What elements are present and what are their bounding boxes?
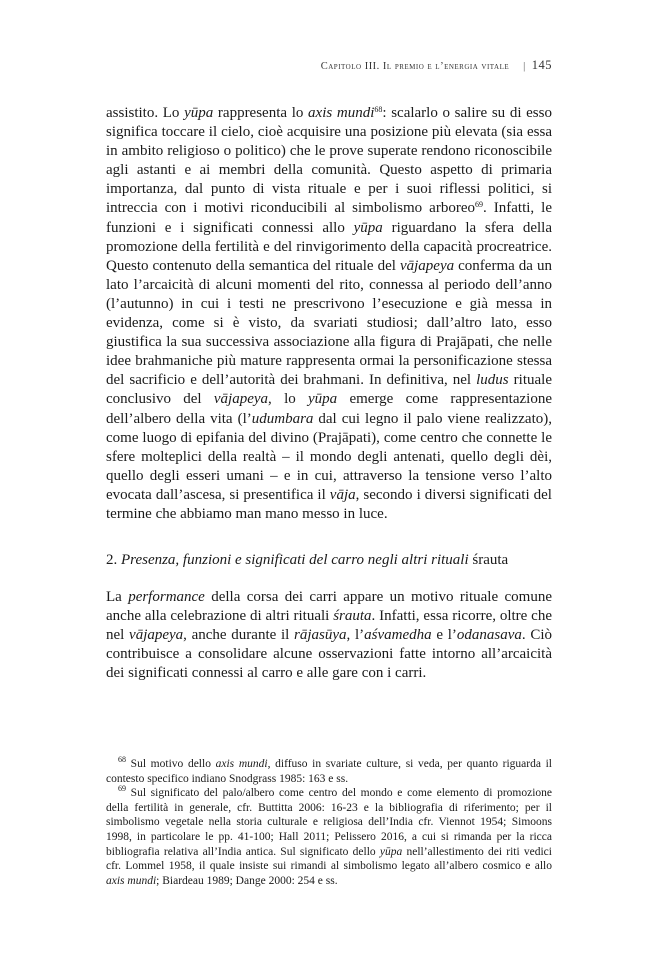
footnote-ref-69[interactable]: 69 — [475, 200, 483, 210]
body-paragraph — [106, 104, 552, 524]
section-heading: 2. Presenza, funzioni e significati del carro negli altri rituali śrauta — [106, 552, 509, 568]
footnote-marker: 69 — [118, 784, 126, 794]
footnotes — [106, 757, 552, 888]
header-separator: | — [523, 61, 526, 72]
page-number: 145 — [531, 58, 552, 72]
footnote-68: $^{68}$ Sul motivo dello axis mundi, diffuso in svariate culture, si veda, per quanto riguarda il contesto specifico indiano Snodgrass 1985: 163 e ss. — [106, 755, 553, 785]
paragraph-text: assistito. Lo yūpa rappresenta lo axis mundi$^{68}$: scalarlo o salire su di esso significa toccare il cielo, cioè acquisire una posizione più elevata (sia essa in ambito religioso o politico) che le prove superate rendono riconoscibile agli astanti e ai membri della comunità. Questo aspetto di primaria importanza, dal punto di vista rituale e per i suoi riflessi politici, si intreccia con i motivi riconducibili al simbolismo arboreo$^{69}$. Infatti, le funzioni e i significati connessi allo yūpa riguardano la sfera della promozione della fertilità e del rinvigorimento della capacità procreatrice. Questo contenuto della semantica del rituale del vājapeya conferma da un lato l’arcaicità di alcuni momenti del rito, connessa al periodo dell’anno (l’autunno) in cui i testi ne prescrivono l’esecuzione e già messa in evidenza, come si è visto, da svariati studiosi; dall’altro lato, esso giustifica la sua successiva associazione alla figura di Prajāpati, che nelle idee brahmaniche più mature rappresenta ormai la personificazione stessa del sacrificio e dell’autorità dei brahmani. In definitiva, nel ludus rituale conclusivo del vājapeya, lo yūpa emerge come rappresentazione dell’albero della vita (l’udumbara dal cui legno il palo viene realizzato), come luogo di epifania del divino (Prajāpati), come centro che connette le sfere molteplici della realtà – il mondo degli antenati, quello degli dèi, quello degli esseri umani – e in cui, attraverso la tensione verso l’alto evocata dall’ascesa, si presentifica il vāja, secondo i diversi significati del termine che abbiamo man mano messo in luce. — [106, 105, 553, 522]
section-paragraph — [106, 588, 552, 683]
paragraph-text: La performance della corsa dei carri appare un motivo rituale comune anche alla celebrazione di altri rituali śrauta. Infatti, essa ricorre, oltre che nel vājapeya, anche durante il rājasūya, l’aśvamedha e l’odanasava. Ciò contribuisce a consolidare alcune osservazioni fatte intorno all’arcaicità dei significati connessi al carro e alle gare con i carri. — [106, 589, 552, 682]
footnote-69: $^{69}$ Sul significato del palo/albero come centro del mondo e come elemento di promozione della fertilità in generale, cfr. Buttitta 2006: 16-23 e la bibliografia di riferimento; per il simbolismo vegetale nella storia culturale e religiosa dell’India cfr. Viennot 1954; Simoons 1998, in particolare le pp. 41-100; Hall 2011; Pelissero 2016, a cui si rimanda per la ricca bibliografia relativa all’India antica. Sul significato dello yūpa nell’allestimento dei riti vedici cfr. Lommel 1958, il quale insiste sui rimandi al simbolismo legato all’albero cosmico e allo axis mundi; Biardeau 1989; Dange 2000: 254 e ss. — [106, 784, 552, 887]
running-head — [106, 58, 552, 73]
footnote-ref-68[interactable]: 68 — [374, 105, 383, 114]
chapter-title: Capitolo III. Il premio e l’energia vitale — [320, 61, 510, 72]
footnote-marker: 68 — [118, 755, 126, 764]
